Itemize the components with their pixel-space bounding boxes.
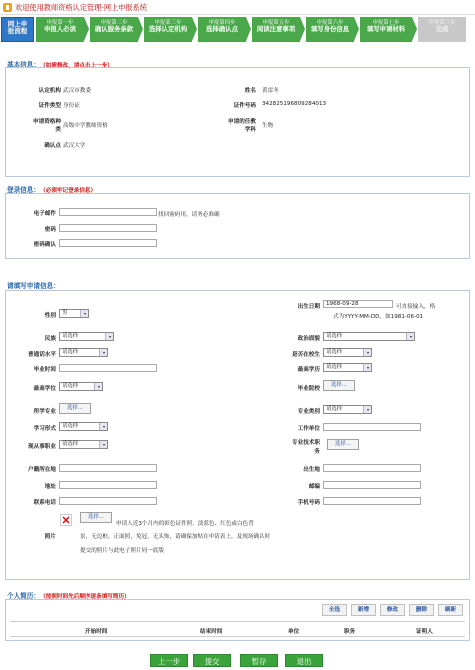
- edu-label: 最高学位: [33, 386, 56, 392]
- nation-select[interactable]: 请选择: [59, 332, 114, 341]
- photo-label: 照片: [44, 534, 56, 540]
- grad-time-label: 毕业时间: [33, 367, 56, 373]
- gender-select[interactable]: 男: [59, 309, 89, 318]
- tech-title-label-2: 务: [314, 449, 320, 455]
- study-form-label: 学习形式: [33, 426, 56, 432]
- name-label: 姓名: [244, 88, 256, 94]
- mobile-field[interactable]: [323, 497, 421, 505]
- login-info-note: （必须牢记登录信息）: [42, 188, 97, 194]
- point-value: 武汉大学: [63, 143, 86, 149]
- in-school-select[interactable]: 请选择: [323, 348, 372, 357]
- step-8[interactable]: 申报第八步 完成: [418, 17, 466, 42]
- app-title: 欢迎使用教师资格认定管理-网上申报系统: [15, 3, 147, 12]
- mobile-label: 手机号码: [297, 500, 320, 506]
- password-confirm-field[interactable]: [59, 239, 157, 247]
- step-navigation: [0, 17, 475, 42]
- step-6[interactable]: 申报第六步 填写身份信息: [306, 17, 354, 42]
- select-all-button[interactable]: 全选: [322, 604, 347, 616]
- email-hint: 找回密码用，请务必准确: [158, 212, 220, 218]
- birthplace-field[interactable]: [323, 464, 421, 472]
- col-unit: 单位: [288, 629, 300, 635]
- password-confirm-label: 密码确认: [33, 242, 56, 248]
- birthplace-label: 出生地: [303, 467, 320, 473]
- photo-hint-1: 申请人近3个月内的彩色证件照，淡蓝色、红色或白色背: [116, 521, 254, 527]
- org-label: 认定机构: [38, 88, 61, 94]
- qual-value: 高级中学教师资格: [63, 123, 108, 129]
- resume-note: （按照时间先后顺序逐条填写简历）: [42, 594, 130, 600]
- phone-label: 联系电话: [33, 500, 56, 506]
- major-select-button[interactable]: 选择...: [59, 403, 91, 414]
- subject-label: 申请的任教: [228, 119, 256, 125]
- address-field[interactable]: [59, 481, 157, 489]
- email-field[interactable]: [59, 208, 157, 216]
- tech-title-label: 专业技术职: [292, 440, 320, 446]
- step-4[interactable]: 申报第四步 选择确认点: [198, 17, 246, 42]
- add-button[interactable]: 新增: [351, 604, 376, 616]
- point-label: 确认点: [44, 143, 61, 149]
- work-unit-label: 工作单位: [297, 426, 320, 432]
- exit-button[interactable]: 退出: [285, 654, 323, 667]
- qual-label: 申请资格种: [33, 119, 61, 125]
- password-label: 密码: [44, 227, 56, 233]
- photo-hint-3: 提交的照片与此电子照片同一底版: [80, 548, 164, 554]
- study-form-select[interactable]: 请选择: [59, 422, 108, 431]
- login-info-title: 登录信息： （必须牢记登录信息）: [7, 186, 97, 194]
- birth-date-field[interactable]: 1968-09-28: [323, 300, 393, 308]
- qual-label-2: 类: [55, 127, 61, 133]
- step-7[interactable]: 申报第七步 填写申请材料: [360, 17, 412, 42]
- school-label: 毕业院校: [297, 386, 320, 392]
- degree-label: 最高学历: [297, 367, 320, 373]
- step-2[interactable]: 申报第二步 确认服务条款: [90, 17, 138, 42]
- idtype-value: 身份证: [63, 103, 80, 109]
- basic-info-title: 基本信息： （如需修改，请点击上一步）: [7, 61, 113, 69]
- occupation-select[interactable]: 请选择: [59, 440, 108, 449]
- gender-label: 性别: [44, 313, 56, 319]
- refresh-button[interactable]: 刷新: [438, 604, 463, 616]
- save-draft-button[interactable]: 暂存: [240, 654, 278, 667]
- col-position: 职务: [344, 629, 356, 635]
- politics-label: 政治面貌: [297, 336, 320, 342]
- edu-select[interactable]: 请选择: [59, 382, 103, 391]
- col-reference: 证明人: [416, 629, 433, 635]
- idtype-label: 证件类型: [38, 103, 61, 109]
- birth-hint-1: 可直接输入，格: [396, 304, 436, 310]
- subject-value: 生物: [262, 123, 274, 129]
- subject-label-2: 学科: [244, 127, 256, 133]
- col-end-time: 结束时间: [200, 629, 223, 635]
- major-type-select[interactable]: 请选择: [323, 405, 372, 414]
- nation-label: 民族: [44, 336, 56, 342]
- delete-button[interactable]: 删除: [409, 604, 434, 616]
- org-value: 武汉市教委: [63, 88, 91, 94]
- school-select-button[interactable]: 选择...: [323, 380, 355, 391]
- grad-time-field[interactable]: [59, 364, 157, 372]
- politics-select[interactable]: 请选择: [323, 332, 415, 341]
- phone-field[interactable]: [59, 497, 157, 505]
- birth-label: 出生日期: [297, 304, 320, 310]
- tech-title-select-button[interactable]: 选择...: [327, 439, 359, 450]
- edit-button[interactable]: 修改: [380, 604, 405, 616]
- step-1[interactable]: 申报第一步 申报人必读: [36, 17, 84, 42]
- hukou-field[interactable]: [59, 464, 157, 472]
- idno-label: 证件号码: [233, 103, 256, 109]
- submit-button[interactable]: 提交: [193, 654, 231, 667]
- email-label: 电子邮件: [33, 211, 56, 217]
- mandarin-select[interactable]: 请选择: [59, 348, 108, 357]
- idno-value: 342825196809284013: [262, 101, 327, 107]
- major-label: 所学专业: [33, 409, 56, 415]
- prev-step-button[interactable]: 上一步: [150, 654, 188, 667]
- zip-label: 邮编: [308, 484, 320, 490]
- apply-info-title: 请填写申请信息：: [7, 282, 60, 290]
- title-bar: [0, 0, 475, 15]
- resume-title: 个人简历： （按照时间先后顺序逐条填写简历）: [7, 592, 130, 600]
- basic-info-note: （如需修改，请点击上一步）: [42, 63, 113, 69]
- zip-field[interactable]: [323, 481, 421, 489]
- birth-hint-2: 式为YYYY-MM-DD，如1981-06-01: [333, 314, 424, 320]
- step-process[interactable]: 网上申 报流程: [1, 17, 34, 42]
- occupation-label: 现从事职业: [28, 444, 56, 450]
- col-start-time: 开始时间: [85, 629, 108, 635]
- app-logo-icon: [3, 3, 12, 12]
- step-3[interactable]: 申报第三步 选择认定机构: [144, 17, 192, 42]
- name-value: 黄雷冬: [262, 88, 279, 94]
- degree-select[interactable]: 请选择: [323, 363, 372, 372]
- work-unit-field[interactable]: [323, 423, 421, 431]
- photo-upload-button[interactable]: 选择...: [80, 512, 112, 523]
- hukou-label: 户籍所在地: [28, 467, 56, 473]
- photo-hint-2: 景，无边框，正面照，免冠，无头饰，请确保加贴在申请表上，及现场确认时: [80, 534, 271, 540]
- in-school-label: 是否在校生: [292, 352, 320, 358]
- photo-placeholder-icon: [60, 514, 72, 526]
- mandarin-label: 普通话水平: [28, 352, 56, 358]
- step-5[interactable]: 申报第五步 阅读注意事项: [252, 17, 300, 42]
- major-type-label: 专业类别: [297, 409, 320, 415]
- address-label: 地址: [44, 484, 56, 490]
- password-field[interactable]: [59, 224, 157, 232]
